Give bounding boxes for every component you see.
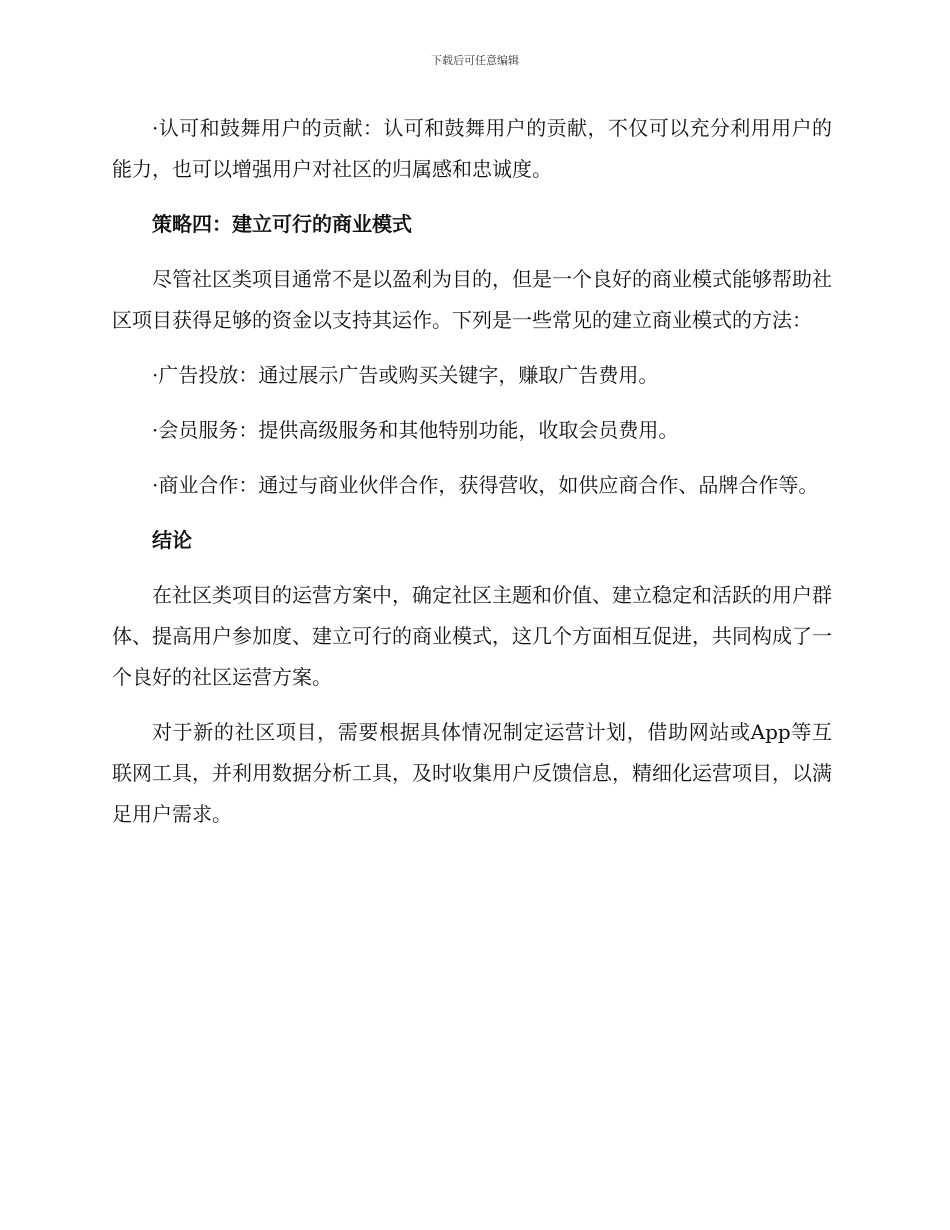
document-body: [112, 108, 832, 849]
paragraph-advertising: ·广告投放：通过展示广告或购买关键字，赚取广告费用。: [152, 363, 659, 387]
page-header: 下载后可任意编辑: [431, 54, 519, 67]
paragraph-business-cooperation: ·商业合作：通过与商业伙伴合作，获得营收，如供应商合作、品牌合作等。: [152, 473, 819, 497]
paragraph-new-project-advice: 对于新的社区项目，需要根据具体情况制定运营计划，借助网站或App等互联网工具，并利用数据分析工具，及时收集用户反馈信息，精细化运营项目，以满足用户需求。: [112, 720, 832, 826]
paragraph-conclusion-summary: 在社区类项目的运营方案中，确定社区主题和价值、建立稳定和活跃的用户群体、提高用户参加度、建立可行的商业模式，这几个方面相互促进，共同构成了一个良好的社区运营方案。: [112, 583, 832, 689]
paragraph-business-model-intro: 尽管社区类项目通常不是以盈利为目的，但是一个良好的商业模式能够帮助社区项目获得足够的资金以支持其运作。下列是一些常见的建立商业模式的方法：: [112, 267, 832, 332]
paragraph-recognize-contributions: ·认可和鼓舞用户的贡献：认可和鼓舞用户的贡献，不仅可以充分利用用户的能力，也可以增强用户对社区的归属感和忠诚度。: [112, 116, 832, 181]
paragraph-membership: ·会员服务：提供高级服务和其他特别功能，收取会员费用。: [152, 418, 679, 442]
section-heading-strategy-four: 策略四：建立可行的商业模式: [152, 212, 412, 236]
section-heading-conclusion: 结论: [152, 528, 192, 552]
